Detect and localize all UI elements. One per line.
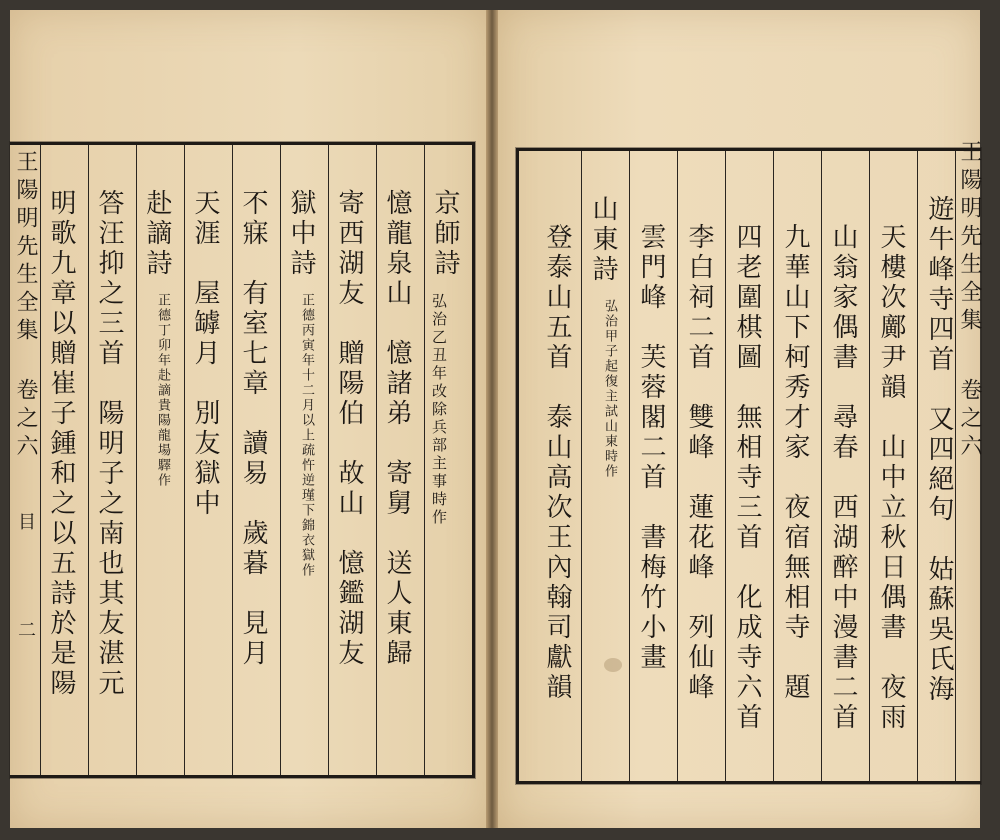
left-col-7-heading: 赴謫詩 [142, 189, 172, 279]
right-col-5: 四老圍棋圖 無相寺三首 化成寺六首 [732, 223, 762, 733]
left-text-frame [10, 142, 475, 778]
right-col-3: 山翁家偶書 尋春 西湖醉中漫書二首 [828, 223, 858, 733]
left-col-3: 寄西湖友 贈陽伯 故山 憶鑑湖友 [334, 189, 364, 669]
right-col-7: 雲門峰 芙蓉閣二首 書梅竹小畫 [636, 223, 666, 673]
left-spine-volume: 卷之六 [13, 378, 38, 462]
left-spine-title: 王陽明先生全集 [13, 150, 38, 346]
right-col-2: 天樓次鄺尹韻 山中立秋日偶書 夜雨 [876, 223, 906, 733]
right-text-frame [516, 148, 981, 784]
left-col-8: 答汪抑之三首 陽明子之南也其友湛元 [94, 189, 124, 699]
left-col-6: 天涯 屋罅月 別友獄中 [190, 189, 220, 519]
left-col-5: 不寐 有室七章 讀易 歲暮 見月 [238, 189, 268, 669]
left-spine-page: 二 [15, 620, 36, 644]
right-spine-title: 王陽明先生全集 [957, 140, 982, 336]
right-col-6: 李白祠二首 雙峰 蓮花峰 列仙峰 [684, 223, 714, 703]
right-col-8-heading: 山東詩 [588, 195, 618, 285]
left-col-4-heading: 獄中詩 [286, 189, 316, 279]
left-col-4-note: 正德丙寅年十二月以上疏忤逆瑾下錦衣獄作 [299, 293, 314, 578]
left-col-7-note: 正德丁卯年赴謫貴陽龍場驛作 [155, 293, 170, 488]
book-gutter [486, 10, 498, 828]
right-col-1: 遊牛峰寺四首 又四絕句 姑蘇吳氏海 [924, 195, 954, 705]
paper-stain [604, 658, 622, 672]
left-spine-section: 目 [15, 512, 36, 536]
right-col-8-note: 弘治甲子起復主試山東時作 [602, 299, 617, 479]
left-col-1-heading: 京師詩 [430, 189, 460, 279]
right-spine-volume: 卷之六 [957, 378, 982, 462]
left-col-9: 明歌九章以贈崔子鍾和之以五詩於是陽 [46, 189, 76, 699]
left-col-1-note: 弘治乙丑年改除兵部主事時作 [430, 293, 448, 527]
left-col-2: 憶龍泉山 憶諸弟 寄舅 送人東歸 [382, 189, 412, 669]
right-col-4: 九華山下柯秀才家 夜宿無相寺 題 [780, 223, 810, 703]
right-col-9: 登泰山五首 泰山高次王內翰司獻韻 [542, 223, 572, 703]
